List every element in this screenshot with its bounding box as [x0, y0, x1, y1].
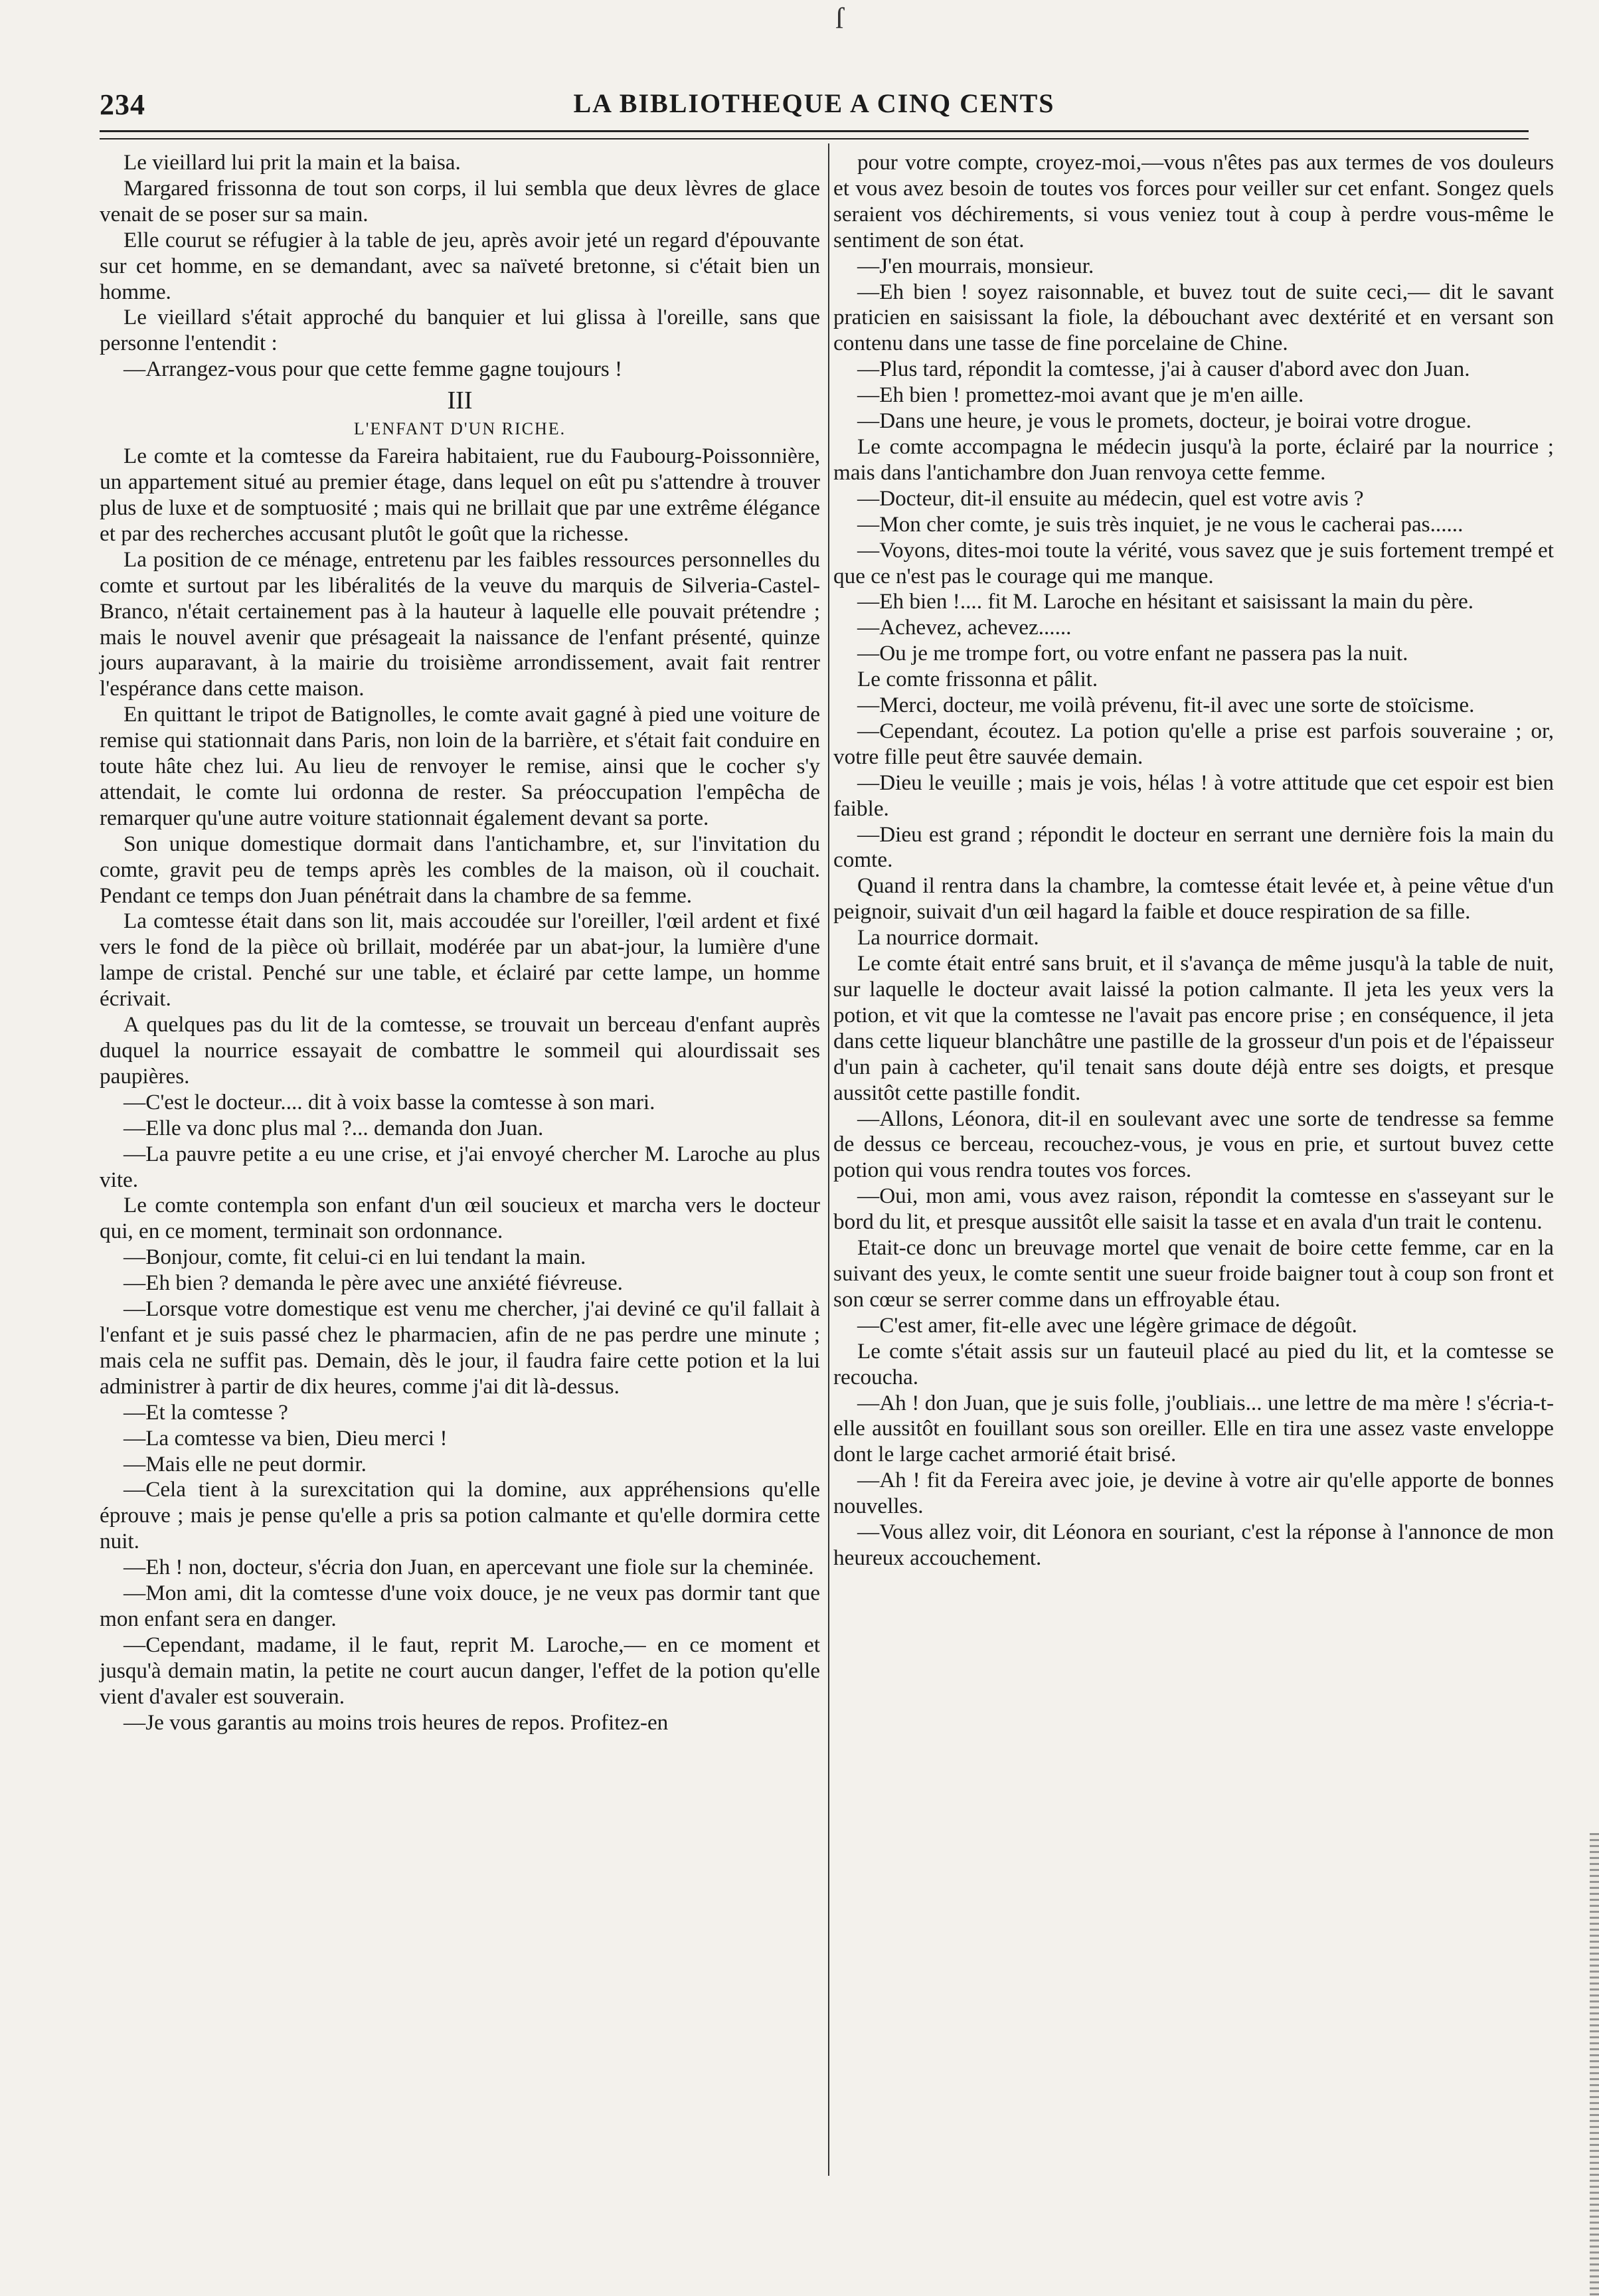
header-rule-thin [100, 138, 1529, 139]
paragraph: —Et la comtesse ? [124, 1399, 288, 1425]
paragraph: —Bonjour, comte, fit celui-ci en lui tendant la main. [124, 1245, 586, 1270]
paragraph: La comtesse était dans son lit, mais accoudée sur l'oreiller, l'œil ardent et fixé vers le fond de la pièce où brillait, modérée par un abat-jour, la lumière d'une lampe de cristal. Penché sur une table, et éclairé par cette lampe, un homme écrivait. [100, 909, 820, 1012]
paragraph: —Eh bien ? demanda le père avec une anxiété fiévreuse. [124, 1271, 623, 1296]
paragraph: En quittant le tripot de Batignolles, le comte avait gagné à pied une voiture de remise qui stationnait dans Paris, non loin de la barrière, et s'était fait conduire en toute hâte chez lui. Au lieu de renvoyer le remise, ainsi que le cocher s'y attendait, le comte lui ordonna de rester. Sa préoccupation l'empêcha de remarquer qu'une autre voiture stationnait également devant sa porte. [100, 702, 820, 830]
paragraph: Le comte et la comtesse da Fareira habitaient, rue du Faubourg-Poissonnière, un appartement situé au premier étage, dans lequel on eût pu s'attendre à trouver plus de luxe et de somptuosité ; mais qui ne brillait que par une extrême élégance et par des recherches accusant plutôt le goût que la richesse. [100, 444, 820, 546]
paragraph: —Mon ami, dit la comtesse d'une voix douce, je ne veux pas dormir tant que mon enfant sera en danger. [100, 1581, 820, 1631]
paragraph: —Vous allez voir, dit Léonora en souriant, c'est la réponse à l'annonce de mon heureux accouchement. [833, 1520, 1554, 1570]
paragraph: —Elle va donc plus mal ?... demanda don Juan. [124, 1115, 544, 1140]
paragraph: La nourrice dormait. [857, 925, 1039, 950]
paragraph: —Eh ! non, docteur, s'écria don Juan, en apercevant une fiole sur la cheminée. [124, 1555, 814, 1580]
paragraph: —Cependant, écoutez. La potion qu'elle a prise est parfois souveraine ; or, votre fille peut être sauvée demain. [833, 718, 1554, 769]
paragraph: —Oui, mon ami, vous avez raison, répondit la comtesse en s'asseyant sur le bord du lit, et presque aussitôt elle saisit la tasse et en avala d'un trait le contenu. [833, 1184, 1554, 1235]
paragraph: —Allons, Léonora, dit-il en soulevant avec une sorte de tendresse sa femme de dessus ce berceau, recouchez-vous, je vous en prie, et surtout buvez cette potion qui vous rendra toutes vos forces. [833, 1106, 1554, 1183]
paragraph: —Eh bien !.... fit M. Laroche en hésitant et saisissant la main du père. [857, 589, 1474, 614]
page-number: 234 [100, 88, 145, 121]
scan-mark: ſ [835, 2, 844, 35]
paragraph: Margared frissonna de tout son corps, il lui sembla que deux lèvres de glace venait de se poser sur sa main. [100, 175, 820, 226]
paragraph: —Mais elle ne peut dormir. [124, 1451, 367, 1476]
paragraph: —La pauvre petite a eu une crise, et j'ai envoyé chercher M. Laroche au plus vite. [100, 1141, 820, 1192]
right-column [833, 150, 1554, 1571]
paragraph: pour votre compte, croyez-moi,—vous n'êtes pas aux termes de vos douleurs et vous avez besoin de toutes vos forces pour veiller sur cet enfant. Songez quels seraient vos déchirements, si vous veniez tout à coup à perdre vous-même le sentiment de son état. [833, 150, 1554, 252]
paragraph: Le vieillard lui prit la main et la baisa. [124, 150, 461, 175]
paragraph: —Docteur, dit-il ensuite au médecin, quel est votre avis ? [857, 486, 1364, 511]
running-title: LA BIBLIOTHEQUE A CINQ CENTS [573, 88, 1055, 118]
paragraph: La position de ce ménage, entretenu par les faibles ressources personnelles du comte et surtout par les libéralités de la veuve du marquis de Silveria-Castel-Branco, n'était certainement pas à la hauteur à laquelle elle pouvait prétendre ; mais le nouvel avenir que présageait la naissance de l'enfant présenté, quinze jours auparavant, à la mairie du troisième arrondissement, avait fait rentrer l'espérance dans cette maison. [100, 547, 820, 701]
paragraph: —J'en mourrais, monsieur. [857, 253, 1094, 278]
paragraph: Le comte frissonna et pâlit. [857, 667, 1098, 692]
paragraph: —Lorsque votre domestique est venu me chercher, j'ai deviné ce qu'il fallait à l'enfant et je suis passé chez le pharmacien, afin de ne pas perdre une minute ; mais cela ne suffit pas. Demain, dès le jour, il faudra faire cette potion et la lui administrer à partir de dix heures, comme j'ai dit là-dessus. [100, 1296, 820, 1399]
page-edge-shadow [1590, 1833, 1599, 2296]
paragraph: —C'est amer, fit-elle avec une légère grimace de dégoût. [857, 1312, 1357, 1338]
paragraph: Le comte contempla son enfant d'un œil soucieux et marcha vers le docteur qui, en ce moment, terminait son ordonnance. [100, 1193, 820, 1244]
paragraph: A quelques pas du lit de la comtesse, se trouvait un berceau d'enfant auprès duquel la nourrice essayait de combattre le sommeil qui alourdissait ses paupières. [100, 1012, 820, 1089]
section-title: L'ENFANT D'UN RICHE. [353, 419, 566, 439]
paragraph: Quand il rentra dans la chambre, la comtesse était levée et, à peine vêtue d'un peignoir, suivait d'un œil hagard la faible et douce respiration de sa fille. [833, 873, 1554, 925]
paragraph: Le comte était entré sans bruit, et il s'avança de même jusqu'à la table de nuit, sur laquelle le docteur avait laissé la potion calmante. Il jeta les yeux vers la potion, et vit que la comtesse ne l'avait pas encore prise ; en conséquence, il jeta dans cette liqueur blanchâtre une pastille de la grosseur d'un pois et de l'épaisseur d'un pain à cacheter, qu'il tenait sans doute déjà entre ses doigts, et presque aussitôt cette pastille fondit. [833, 951, 1554, 1105]
page-header [100, 88, 1529, 128]
paragraph: —Cela tient à la surexcitation qui la domine, aux appréhensions qu'elle éprouve ; mais je pense qu'elle a pris sa potion calmante et qu'elle dormira cette nuit. [100, 1477, 820, 1554]
paragraph: Le vieillard s'était approché du banquier et lui glissa à l'oreille, sans que personne l'entendit : [100, 305, 820, 356]
paragraph: Etait-ce donc un breuvage mortel que venait de boire cette femme, car en la suivant des yeux, le comte sentit une sueur froide baigner tout à coup son front et son cœur se serrer comme dans un effroyable étau. [833, 1235, 1554, 1312]
paragraph: —Achevez, achevez...... [857, 615, 1072, 640]
paragraph: —Eh bien ! soyez raisonnable, et buvez tout de suite ceci,— dit le savant praticien en saisissant la fiole, la débouchant avec dextérité et en versant son contenu dans une tasse de fine porcelaine de Chine. [833, 279, 1554, 356]
paragraph: —Je vous garantis au moins trois heures de repos. Profitez-en [124, 1710, 669, 1735]
column-divider [828, 143, 829, 2176]
paragraph: —C'est le docteur.... dit à voix basse la comtesse à son mari. [124, 1089, 655, 1114]
paragraph: —Dieu le veuille ; mais je vois, hélas ! à votre attitude que cet espoir est bien faible. [833, 770, 1554, 821]
paragraph: Le comte s'était assis sur un fauteuil placé au pied du lit, et la comtesse se recoucha. [833, 1338, 1554, 1389]
section-number: III [447, 387, 473, 415]
left-column [100, 150, 820, 1735]
paragraph: Le comte accompagna le médecin jusqu'à la porte, éclairé par la nourrice ; mais dans l'antichambre don Juan renvoya cette femme. [833, 434, 1554, 485]
paragraph: —La comtesse va bien, Dieu merci ! [124, 1425, 448, 1451]
paragraph: —Mon cher comte, je suis très inquiet, je ne vous le cacherai pas...... [857, 511, 1464, 537]
header-rule [100, 130, 1529, 132]
paragraph: —Plus tard, répondit la comtesse, j'ai à causer d'abord avec don Juan. [857, 357, 1470, 382]
paragraph: —Dans une heure, je vous le promets, docteur, je boirai votre drogue. [857, 408, 1472, 434]
paragraph: —Merci, docteur, me voilà prévenu, fit-il avec une sorte de stoïcisme. [857, 693, 1475, 718]
paragraph: Son unique domestique dormait dans l'antichambre, et, sur l'invitation du comte, gravit peu de temps après les combles de la maison, où il couchait. Pendant ce temps don Juan pénétrait dans la chambre de sa femme. [100, 831, 820, 908]
paragraph: —Voyons, dites-moi toute la vérité, vous savez que je suis fortement trempé et que ce n'est pas le courage qui me manque. [833, 537, 1554, 588]
paragraph: —Ah ! fit da Fereira avec joie, je devine à votre air qu'elle apporte de bonnes nouvelles. [833, 1468, 1554, 1519]
paragraph: —Arrangez-vous pour que cette femme gagne toujours ! [124, 357, 623, 382]
paragraph: —Ah ! don Juan, que je suis folle, j'oubliais... une lettre de ma mère ! s'écria-t-elle aussitôt en fouillant sous son oreiller. Elle en tira une assez vaste enveloppe dont le large cachet armorié était brisé. [833, 1390, 1554, 1467]
paragraph: —Dieu est grand ; répondit le docteur en serrant une dernière fois la main du comte. [833, 822, 1554, 873]
paragraph: —Eh bien ! promettez-moi avant que je m'en aille. [857, 383, 1304, 408]
paragraph: —Ou je me trompe fort, ou votre enfant ne passera pas la nuit. [857, 641, 1408, 666]
paragraph: Elle courut se réfugier à la table de jeu, après avoir jeté un regard d'épouvante sur cet homme, en se demandant, avec sa naïveté bretonne, si c'était bien un homme. [100, 227, 820, 304]
paragraph: —Cependant, madame, il le faut, reprit M. Laroche,— en ce moment et jusqu'à demain matin, la petite ne court aucun danger, l'effet de la potion qu'elle vient d'avaler est souverain. [100, 1632, 820, 1709]
